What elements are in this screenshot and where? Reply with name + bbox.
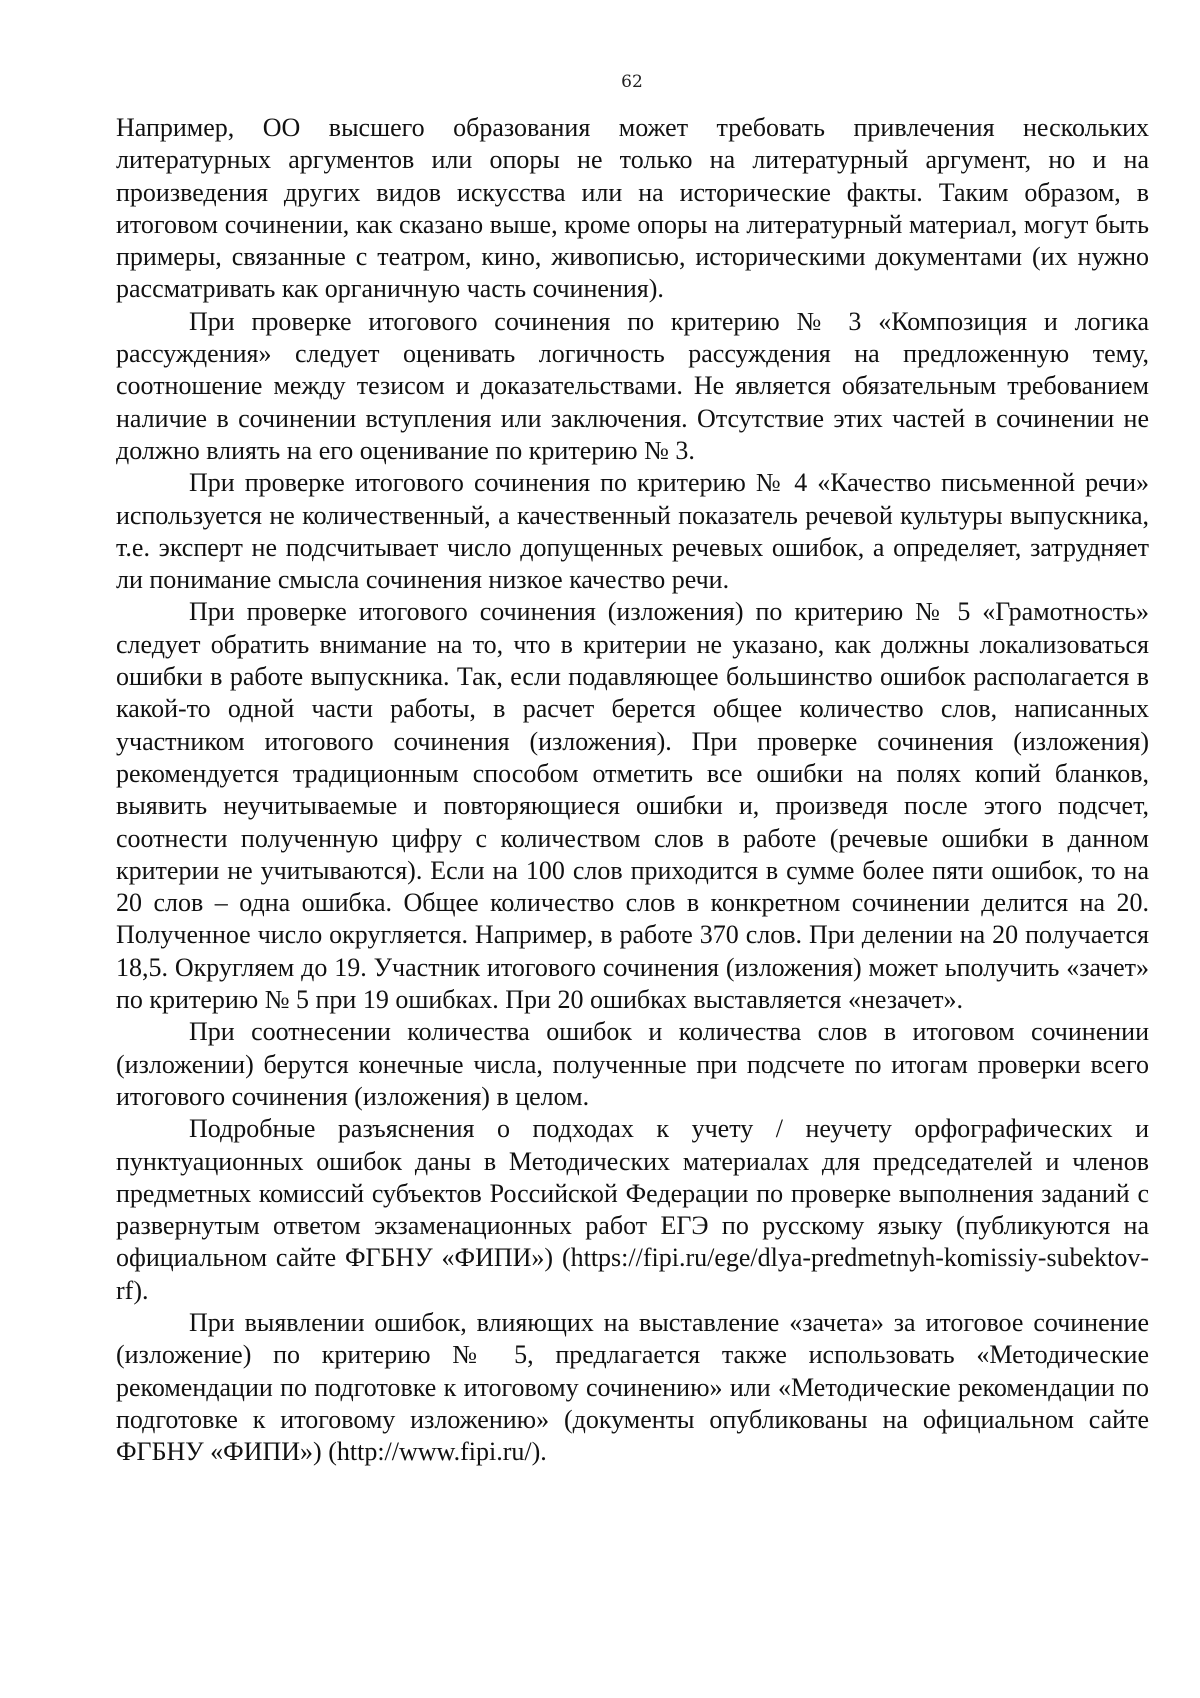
- paragraph-7: При выявлении ошибок, влияющих на выставление «зачета» за итоговое сочинение (изложение) по критерию № 5, предлагается также использовать «Методические рекомендации по подготовке к итоговому сочинению» или «Методические рекомендации по подготовке к итоговому изложению» (документы опубликованы на официальном сайте ФГБНУ «ФИПИ») (http://www.fipi.ru/).: [116, 1307, 1149, 1467]
- paragraph-4: При проверке итогового сочинения (изложения) по критерию № 5 «Грамотность» следует обратить внимание на то, что в критерии не указано, как должны локализоваться ошибки в работе выпускника. Так, если подавляющее большинство ошибок располагается в какой-то одной части работы, в расчет берется общее количество слов, написанных участником итогового сочинения (изложения). При проверке сочинения (изложения) рекомендуется традиционным способом отметить все ошибки на полях копий бланков, выявить неучитываемые и повторяющиеся ошибки и, произведя после этого подсчет, соотнести полученную цифру с количеством слов в работе (речевые ошибки в данном критерии не учитываются). Если на 100 слов приходится в сумме более пяти ошибок, то на 20 слов – одна ошибка. Общее количество слов в конкретном сочинении делится на 20. Полученное число округляется. Например, в работе 370 слов. При делении на 20 получается 18,5. Округляем до 19. Участник итогового сочинения (изложения) может ьполучить «зачет» по критерию № 5 при 19 ошибках. При 20 ошибках выставляется «незачет».: [116, 597, 1149, 1015]
- paragraph-5: При соотнесении количества ошибок и количества слов в итоговом сочинении (изложении) берутся конечные числа, полученные при подсчете по итогам проверки всего итогового сочинения (изложения) в целом.: [116, 1017, 1149, 1111]
- paragraph-6: Подробные разъяснения о подходах к учету / неучету орфографических и пунктуационных ошибок даны в Методических материалах для председателей и членов предметных комиссий субъектов Российской Федерации по проверке выполнения заданий с развернутым ответом экзаменационных работ ЕГЭ по русскому языку (публикуются на официальном сайте ФГБНУ «ФИПИ») (https://fipi.ru/ege/dlya-predmetnyh-komissiy-subektov-rf).: [116, 1114, 1149, 1305]
- page-number: 62: [621, 72, 643, 92]
- document-body: [116, 112, 1149, 1468]
- paragraph-3: При проверке итогового сочинения по критерию № 4 «Качество письменной речи» используется не количественный, а качественный показатель речевой культуры выпускника, т.е. эксперт не подсчитывает число допущенных речевых ошибок, а определяет, затрудняет ли понимание смысла сочинения низкое качество речи.: [116, 468, 1149, 595]
- paragraph-1: Например, ОО высшего образования может требовать привлечения нескольких литературных аргументов или опоры не только на литературный аргумент, но и на произведения других видов искусства или на исторические факты. Таким образом, в итоговом сочинении, как сказано выше, кроме опоры на литературный материал, могут быть примеры, связанные с театром, кино, живописью, историческими документами (их нужно рассматривать как органичную часть сочинения).: [116, 113, 1149, 304]
- paragraph-2: При проверке итогового сочинения по критерию № 3 «Композиция и логика рассуждения» следует оценивать логичность рассуждения на предложенную тему, соотношение между тезисом и доказательствами. Не является обязательным требованием наличие в сочинении вступления или заключения. Отсутствие этих частей в сочинении не должно влиять на его оценивание по критерию № 3.: [116, 306, 1149, 465]
